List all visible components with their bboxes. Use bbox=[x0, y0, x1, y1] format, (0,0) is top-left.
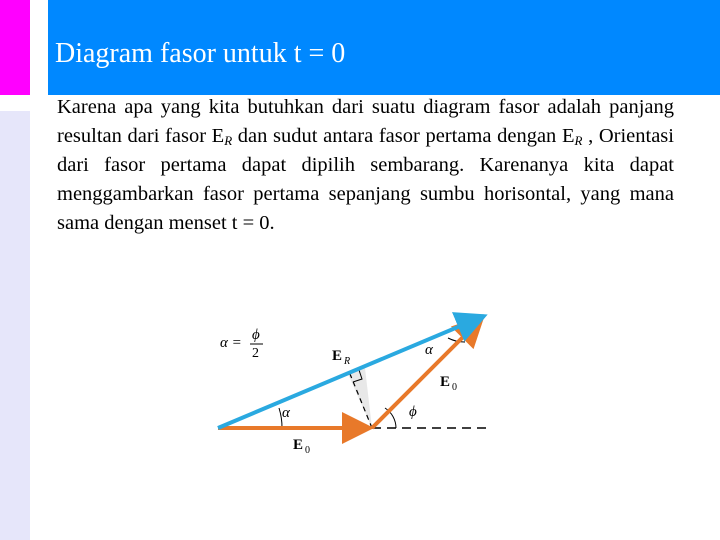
phi-label: ϕ bbox=[409, 404, 417, 420]
paragraph-subscript-1: R bbox=[224, 133, 233, 148]
paragraph-part-1: Karena apa yang kita butuhkan dari suatu diagram fasor adalah panjang resultan dari fasor E bbox=[57, 96, 674, 147]
paragraph-subscript-2: R bbox=[574, 133, 583, 148]
equation-lhs: α = bbox=[220, 335, 242, 351]
side-bar-bottom bbox=[0, 111, 30, 540]
alpha-top-label: α bbox=[425, 342, 433, 358]
phasor-diagram bbox=[200, 300, 510, 470]
body-paragraph bbox=[57, 93, 674, 238]
alpha-bottom-label: α bbox=[282, 405, 290, 421]
side-bar-top bbox=[0, 0, 30, 95]
resultant-label: E bbox=[332, 348, 343, 364]
paragraph-part-3: , Orientasi dari fasor pertama dapat dipilih sembarang. Karenanya kita dapat menggambarkan fasor pertama sepanjang sumbu horisontal, yang mana sama dengan menset t = 0. bbox=[57, 125, 674, 234]
second-phasor-label-sub: 0 bbox=[452, 382, 457, 393]
second-phasor-arrow bbox=[372, 318, 482, 428]
first-phasor-label-sub: 0 bbox=[305, 445, 310, 456]
resultant-label-sub: R bbox=[344, 356, 351, 367]
first-phasor-label: E bbox=[293, 437, 304, 453]
second-phasor-label: E bbox=[440, 374, 451, 390]
equation-numerator: ϕ bbox=[252, 327, 260, 343]
slide-title: Diagram fasor untuk t = 0 bbox=[55, 38, 346, 69]
paragraph-part-2: dan sudut antara fasor pertama dengan E bbox=[232, 125, 575, 147]
equation-denominator: 2 bbox=[252, 346, 259, 361]
